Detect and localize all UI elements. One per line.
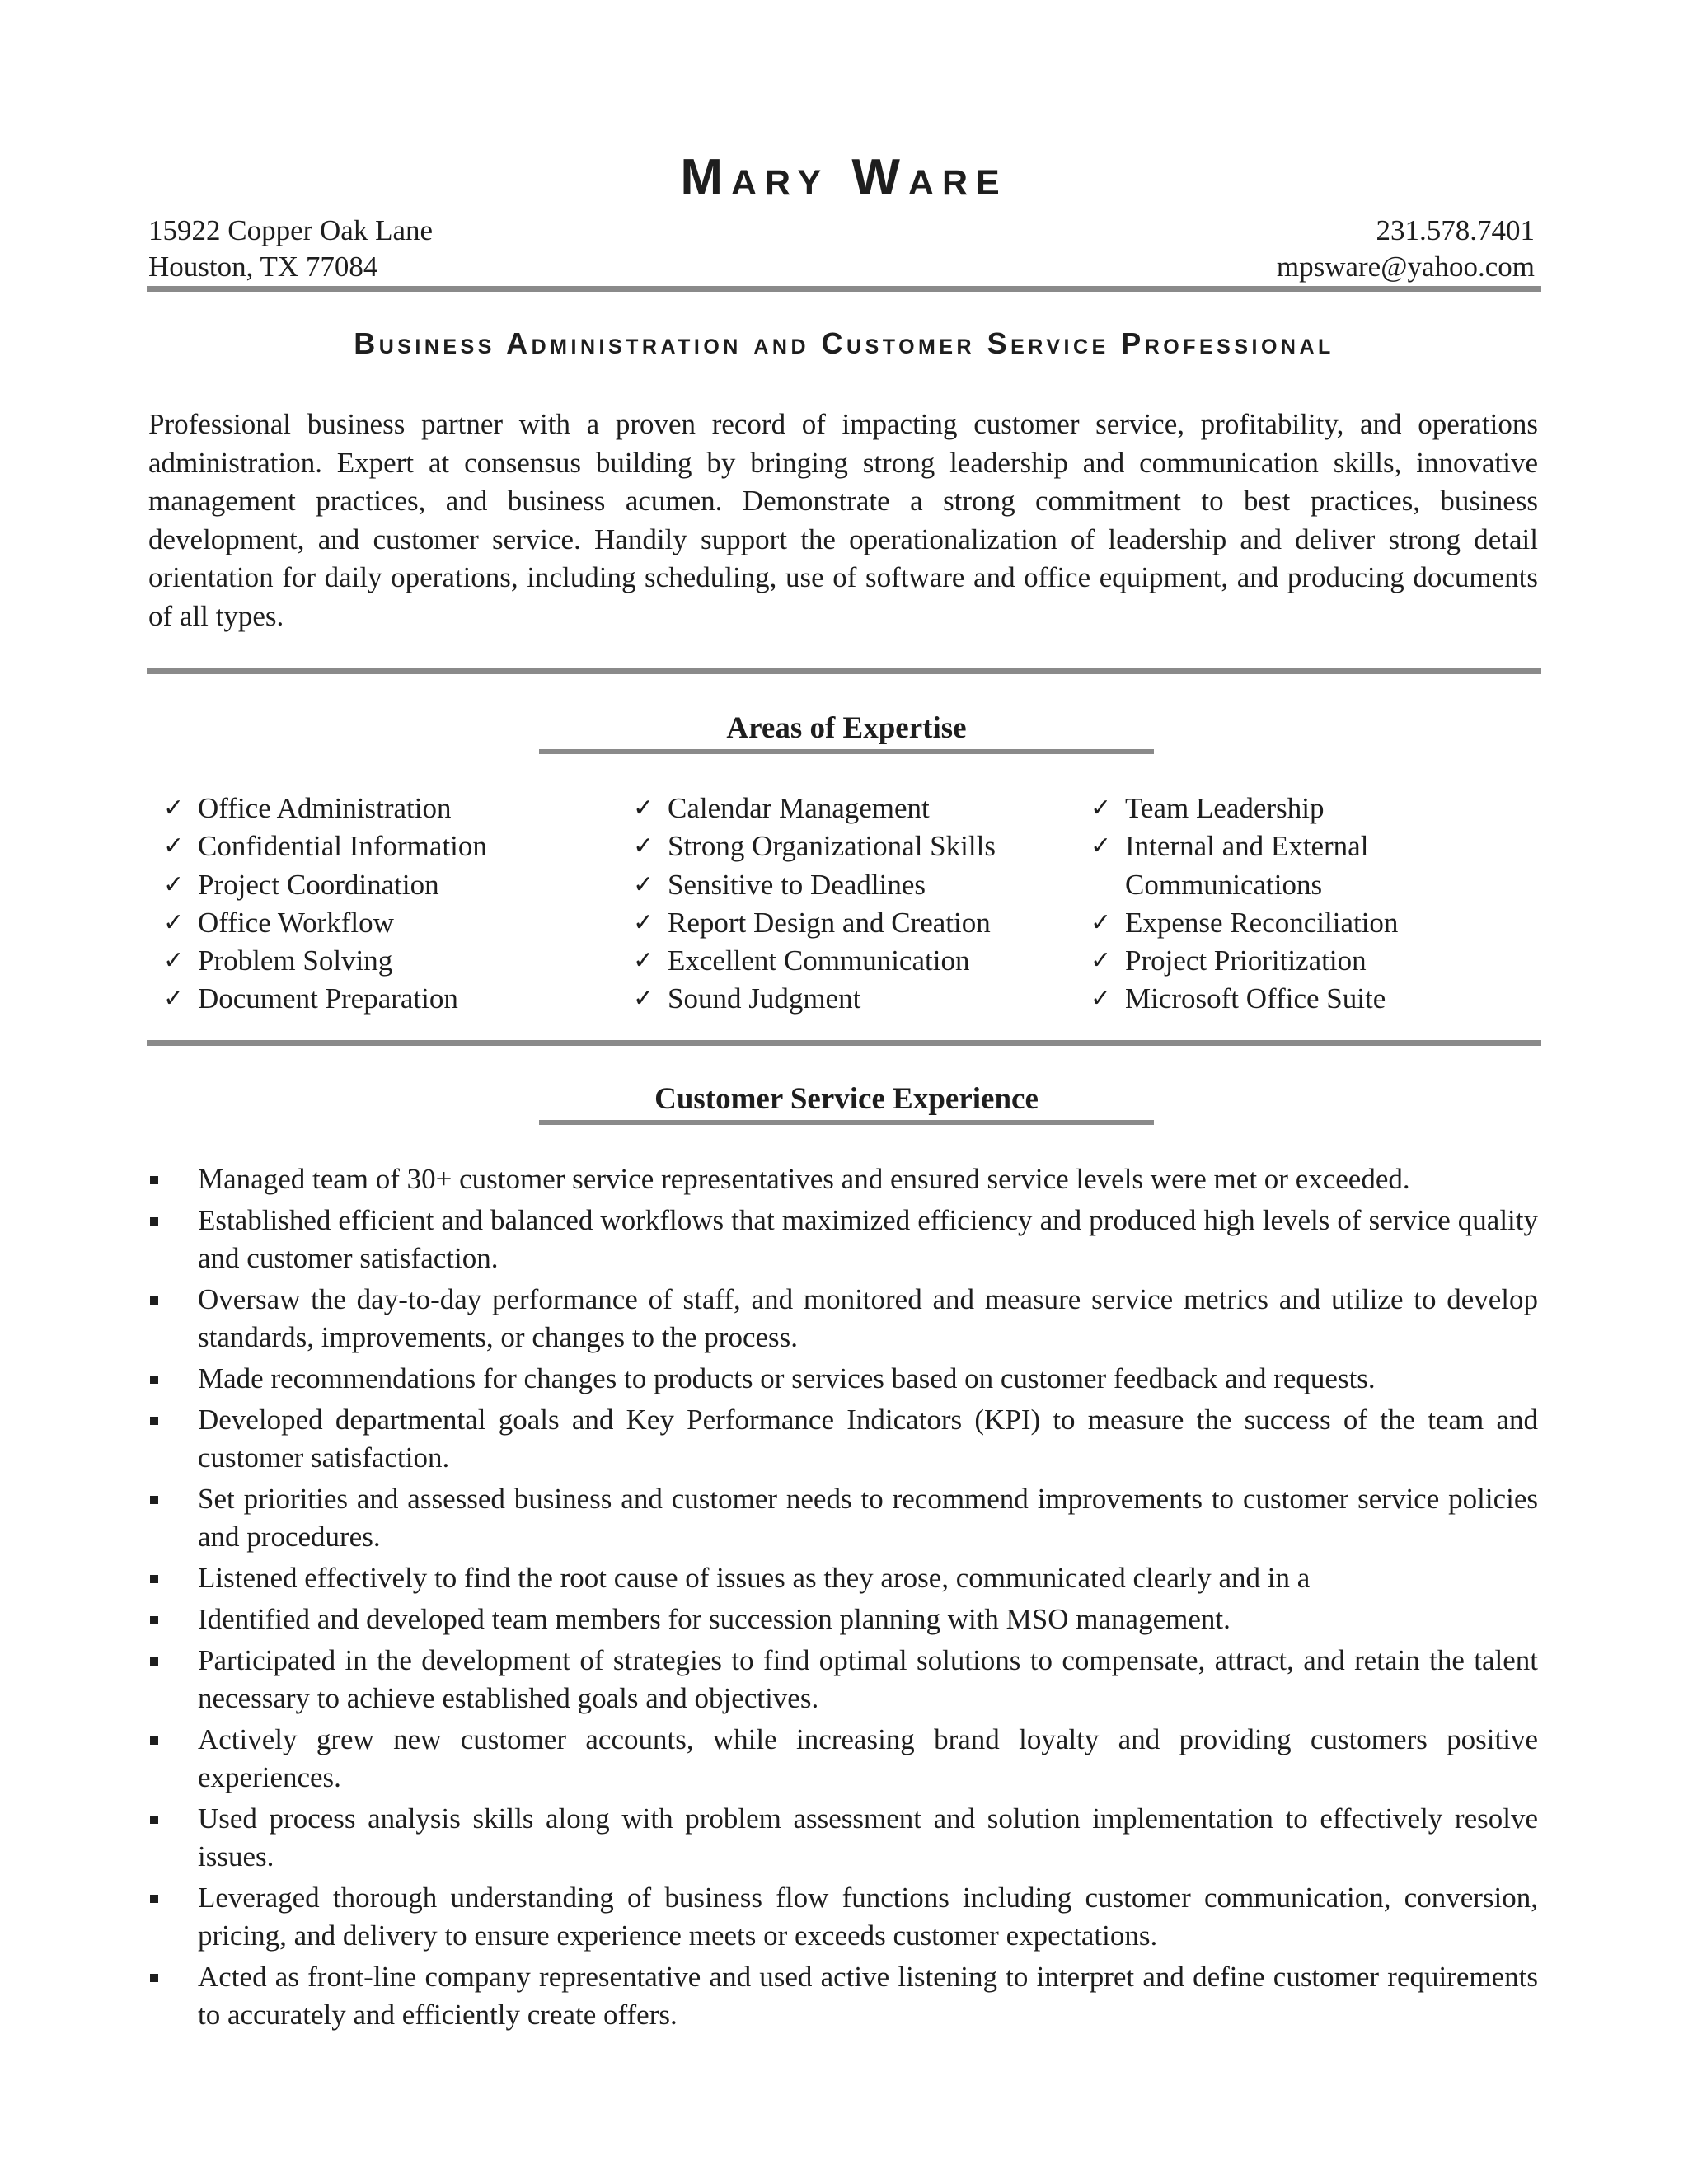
experience-item-text: Established efficient and balanced workflows that maximized efficiency and produced high levels of service quality and customer satisfaction.	[198, 1204, 1538, 1274]
checkmark-icon: ✓	[633, 869, 654, 899]
square-bullet-icon	[150, 1217, 158, 1226]
square-bullet-icon	[150, 1417, 158, 1425]
professional-headline: Business Administration and Customer Service Professional	[354, 326, 1334, 360]
checkmark-icon: ✓	[163, 869, 185, 899]
address-line2: Houston, TX 77084	[148, 251, 378, 283]
experience-item	[148, 1360, 1538, 1398]
experience-item-text: Acted as front-line company representative and used active listening to interpret and define customer requirements to accurately and efficiently create offers.	[198, 1961, 1538, 2031]
experience-item	[148, 1559, 1538, 1597]
expertise-item-label: Excellent Communication	[668, 944, 970, 977]
expertise-item-label: Internal and External Communications	[1125, 830, 1369, 901]
checkmark-icon: ✓	[1090, 946, 1112, 976]
expertise-item	[1076, 942, 1537, 980]
expertise-item-label: Expense Reconciliation	[1125, 906, 1399, 939]
expertise-title: Areas of Expertise	[726, 711, 967, 745]
expertise-item	[618, 904, 1080, 942]
expertise-item-label: Project Coordination	[198, 868, 439, 901]
candidate-name: Mary Ware	[680, 149, 1008, 206]
experience-item-text: Developed departmental goals and Key Performance Indicators (KPI) to measure the success of the team and customer satisfaction.	[198, 1404, 1538, 1474]
expertise-item	[1076, 827, 1537, 904]
expertise-item	[1076, 980, 1537, 1018]
expertise-item-label: Office Administration	[198, 792, 452, 824]
expertise-item	[148, 827, 610, 865]
expertise-item-label: Report Design and Creation	[668, 906, 991, 939]
square-bullet-icon	[150, 1296, 158, 1305]
experience-item-text: Identified and developed team members for succession planning with MSO management.	[198, 1603, 1231, 1635]
experience-item	[148, 1281, 1538, 1357]
checkmark-icon: ✓	[633, 794, 654, 823]
square-bullet-icon	[150, 1895, 158, 1903]
checkmark-icon: ✓	[1090, 832, 1112, 861]
summary-paragraph: Professional business partner with a proven record of impacting customer service, profitability, and operations administration. Expert at consensus building by bringing strong leadership and communication skills, innovative management practices, and business acumen. Demonstrate a strong commitment to best practices, business development, and customer service. Handily support the operationalization of leadership and deliver strong detail orientation for daily operations, including scheduling, use of software and office equipment, and producing documents of all types.	[148, 408, 1538, 632]
expertise-item	[1076, 904, 1537, 942]
expertise-item-label: Microsoft Office Suite	[1125, 982, 1386, 1015]
expertise-item	[148, 904, 610, 942]
experience-item	[148, 1958, 1538, 2034]
expertise-item-label: Confidential Information	[198, 830, 487, 863]
experience-item	[148, 1721, 1538, 1797]
checkmark-icon: ✓	[1090, 907, 1112, 937]
square-bullet-icon	[150, 1376, 158, 1384]
experience-item-text: Made recommendations for changes to products or services based on customer feedback and requests.	[198, 1362, 1376, 1394]
header-divider	[147, 286, 1541, 292]
experience-title: Customer Service Experience	[654, 1082, 1039, 1116]
address-block	[148, 213, 433, 285]
experience-item-text: Leveraged thorough understanding of business flow functions including customer communication, conversion, pricing, and delivery to ensure experience meets or exceeds customer expectations.	[198, 1882, 1538, 1952]
expertise-item-label: Team Leadership	[1125, 792, 1325, 824]
expertise-item	[148, 980, 610, 1018]
expertise-column-1	[148, 790, 610, 1019]
contact-block	[1277, 213, 1535, 285]
experience-title-underline	[539, 1120, 1154, 1125]
checkmark-icon: ✓	[1090, 794, 1112, 823]
expertise-item-label: Calendar Management	[668, 792, 930, 824]
experience-item	[148, 1800, 1538, 1876]
checkmark-icon: ✓	[633, 907, 654, 937]
summary-divider	[147, 668, 1541, 674]
square-bullet-icon	[150, 1575, 158, 1583]
expertise-divider	[147, 1040, 1541, 1046]
expertise-item-label: Project Prioritization	[1125, 944, 1367, 977]
expertise-item	[1076, 790, 1537, 827]
checkmark-icon: ✓	[163, 984, 185, 1014]
experience-item	[148, 1601, 1538, 1638]
expertise-item	[618, 866, 1080, 904]
square-bullet-icon	[150, 1657, 158, 1666]
experience-item-text: Listened effectively to find the root cause of issues as they arose, communicated clearly and in a	[198, 1562, 1311, 1594]
experience-item	[148, 1160, 1538, 1198]
experience-item	[148, 1401, 1538, 1477]
checkmark-icon: ✓	[163, 832, 185, 861]
expertise-item-label: Sensitive to Deadlines	[668, 868, 926, 901]
square-bullet-icon	[150, 1974, 158, 1982]
checkmark-icon: ✓	[163, 794, 185, 823]
experience-item-text: Managed team of 30+ customer service representatives and ensured service levels were met or exceeded.	[198, 1163, 1410, 1195]
checkmark-icon: ✓	[1090, 984, 1112, 1014]
expertise-column-2	[618, 790, 1080, 1019]
experience-item-text: Actively grew new customer accounts, while increasing brand loyalty and providing customers positive experiences.	[198, 1723, 1538, 1793]
expertise-item	[148, 866, 610, 904]
experience-item	[148, 1879, 1538, 1955]
phone-number: 231.578.7401	[1376, 214, 1535, 246]
checkmark-icon: ✓	[633, 832, 654, 861]
square-bullet-icon	[150, 1616, 158, 1624]
expertise-item	[618, 790, 1080, 827]
square-bullet-icon	[150, 1736, 158, 1745]
expertise-item	[148, 790, 610, 827]
experience-item-text: Used process analysis skills along with problem assessment and solution implementation to effectively resolve issues.	[198, 1802, 1538, 1872]
expertise-item-label: Problem Solving	[198, 944, 393, 977]
experience-item	[148, 1480, 1538, 1556]
experience-item-text: Oversaw the day-to-day performance of staff, and monitored and measure service metrics and utilize to develop standards, improvements, or changes to the process.	[198, 1283, 1538, 1353]
checkmark-icon: ✓	[633, 984, 654, 1014]
expertise-column-3	[1076, 790, 1537, 1019]
expertise-title-underline	[539, 749, 1154, 754]
expertise-item-label: Document Preparation	[198, 982, 458, 1015]
experience-item-text: Set priorities and assessed business and customer needs to recommend improvements to customer service policies and procedures.	[198, 1483, 1538, 1553]
experience-item-text: Participated in the development of strategies to find optimal solutions to compensate, attract, and retain the talent necessary to achieve established goals and objectives.	[198, 1644, 1538, 1714]
experience-list	[148, 1160, 1538, 2037]
expertise-item	[618, 827, 1080, 865]
expertise-item-label: Office Workflow	[198, 906, 394, 939]
experience-item	[148, 1642, 1538, 1718]
expertise-item	[618, 942, 1080, 980]
expertise-item	[618, 980, 1080, 1018]
checkmark-icon: ✓	[163, 907, 185, 937]
square-bullet-icon	[150, 1496, 158, 1504]
checkmark-icon: ✓	[163, 946, 185, 976]
address-line1: 15922 Copper Oak Lane	[148, 214, 434, 246]
square-bullet-icon	[150, 1176, 158, 1184]
experience-item	[148, 1202, 1538, 1277]
expertise-item-label: Sound Judgment	[668, 982, 861, 1015]
square-bullet-icon	[150, 1816, 158, 1824]
expertise-item	[148, 942, 610, 980]
email-address: mpsware@yahoo.com	[1276, 251, 1535, 283]
checkmark-icon: ✓	[633, 946, 654, 976]
expertise-item-label: Strong Organizational Skills	[668, 830, 996, 863]
